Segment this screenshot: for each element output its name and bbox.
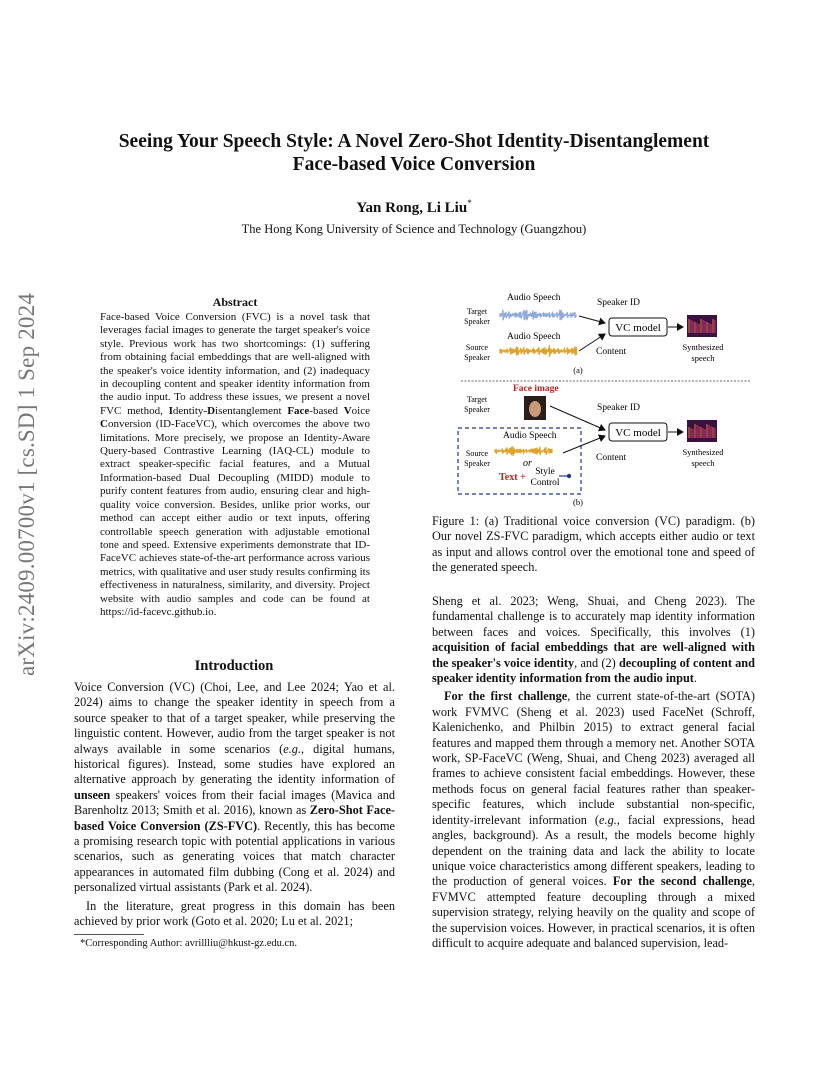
fig-a-audio-speech-2: Audio Speech — [507, 332, 561, 342]
fig-a-speaker-id: Speaker ID — [597, 298, 640, 308]
fig-b-or: or — [523, 458, 532, 469]
fig-b-target-2: Speaker — [464, 405, 490, 414]
fig-b-source-2: Speaker — [464, 459, 490, 468]
fig-a-target-1: Target — [466, 307, 488, 316]
fig-b-speaker-id: Speaker ID — [597, 403, 640, 413]
footnote-rule — [74, 934, 144, 935]
authors — [0, 198, 828, 217]
right-column-body — [432, 594, 755, 951]
fig-a-content: Content — [596, 347, 627, 357]
introduction-heading: Introduction — [194, 658, 274, 674]
right-paragraph-2: For the first challenge, the current state-of-the-art (SOTA) work FVMVC (Sheng et al. 2023) used FaceNet (Schroff, Kalenichenko, and Philbin 2015) to extract general facial features and mapped them through a memory net. Another SOTA work, SP-FaceVC (Weng, Shuai, and Cheng 2023) averaged all frames to achieve consistent facial embeddings. However, these methods focus on general facial features rather than speaker-specific features, which include substantial non-specific, identity-irrelevant information (e.g., facial expressions, head angles, background). As a result, the models become highly dependent on the training data and lack the ability to locate unique voice characteristics among different speakers, leading to the production of general voices. For the second challenge, FVMVC attempted feature decoupling through a mixed supervision strategy, relying heavily on the quality and scope of the supervision voices. However, in practical scenarios, it is often difficult to acquire adequate and balanced supervision, lead- — [432, 689, 755, 950]
affiliation: The Hong Kong University of Science and Technology (Guangzhou) — [241, 222, 587, 236]
fig-a-target-2: Speaker — [464, 317, 490, 326]
title-line-1: Seeing Your Speech Style: A Novel Zero-Shot Identity-Disentanglement — [118, 131, 710, 152]
target-waveform — [500, 310, 577, 321]
fig-a-synth-2: speech — [691, 353, 715, 363]
fig-b-audio-speech: Audio Speech — [503, 431, 557, 441]
fig-b-synth-2: speech — [691, 458, 715, 468]
title-line-2: Face-based Voice Conversion — [292, 154, 536, 175]
author-names: Yan Rong, Li Liu — [356, 200, 468, 216]
footnote: *Corresponding Author: avrillliu@hkust-gz.edu.cn. — [80, 938, 298, 949]
author-mark: * — [467, 198, 472, 208]
right-paragraph-1: Sheng et al. 2023; Weng, Shuai, and Cheng 2023). The fundamental challenge is to accurately map identity information between faces and voices. Specifically, this involves (1) acquisition of facial embeddings that are well-aligned with the speaker's voice identity, and (2) decoupling of content and speaker identity information from the audio input. — [432, 594, 755, 686]
fig-a-vc-model: VC model — [615, 322, 661, 334]
fig-b-text-plus: Text + — [499, 472, 526, 483]
fig-b-source-1: Source — [465, 449, 489, 458]
fig-a-source-1: Source — [465, 343, 489, 352]
face-photo-skin — [529, 401, 541, 417]
fig-a-synth-1: Synthesized — [682, 342, 724, 352]
fig-b-synth-1: Synthesized — [682, 447, 724, 457]
arxiv-stamp: arXiv:2409.00700v1 [cs.SD] 1 Sep 2024 — [14, 292, 39, 676]
abstract-heading: Abstract — [212, 295, 258, 309]
figure-1-caption: Figure 1: (a) Traditional voice conversion (VC) paradigm. (b) Our novel ZS-FVC paradigm, which accepts either audio or text as input and allows control over the emotional tone and speed of the generated speech. — [432, 514, 755, 575]
fig-label-b: (b) — [573, 497, 583, 507]
fig-b-content: Content — [596, 453, 627, 463]
source-waveform-b — [495, 446, 552, 455]
figure-1 — [455, 288, 755, 510]
intro-paragraph-1: Voice Conversion (VC) (Choi, Lee, and Lee 2024; Yao et al. 2024) aims to change the speaker identity in speech from a source speaker to that of a target speaker, while preserving the linguistic content. However, audio from the target speaker is not always available in some scenarios (e.g., digital humans, historical figures). Instead, some studies have explored an alternative approach by generating the identity information of unseen speakers' voices from their facial images (Mavica and Barenholtz 2013; Smith et al. 2016), known as Zero-Shot Face-based Voice Conversion (ZS-FVC). Recently, this has become a promising research topic with potential applications in various scenarios, such as generating voices that match character appearances in automated film dubbing (Cong et al. 2024) and personalized virtual assistants (Park et al. 2024). — [74, 680, 395, 895]
fig-b-vc-model: VC model — [615, 427, 661, 439]
fig-label-a: (a) — [573, 365, 583, 375]
fig-b-control: Control — [530, 478, 560, 488]
introduction-body — [74, 680, 395, 930]
fig-a-audio-speech: Audio Speech — [507, 293, 561, 303]
fig-b-face-image: Face image — [513, 384, 559, 394]
source-waveform — [500, 345, 577, 357]
abstract-text: Face-based Voice Conversion (FVC) is a novel task that leverages facial images to generate the target speaker's voice style. Previous work has two shortcomings: (1) suffering from obtaining facial embeddings that are well-aligned with the speaker's voice identity information, and (2) inadequacy in decoupling content and speaker identity information from the audio input. To address these issues, we present a novel FVC method, Identity-Disentanglement Face-based Voice Conversion (ID-FaceVC), which overcomes the above two limitations. More precisely, we propose an Identity-Aware Query-based Contrastive Learning (IAQ-CL) module to extract speaker-specific facial features, and a Mutual Information-based Dual Decoupling (MIDD) module to purify content features from audio, ensuring clear and high-quality voice conversion. Besides, unlike prior works, our method can accept either audio or text inputs, offering controllable speech generation with adjustable emotional tone and speed. Extensive experiments demonstrate that ID-FaceVC achieves state-of-the-art performance across various metrics, with qualitative and user study results confirming its effectiveness in naturalness, similarity, and diversity. Project website with audio samples and code can be found at https://id-facevc.github.io. — [100, 311, 370, 618]
paper-title — [0, 130, 828, 176]
fig-b-target-1: Target — [466, 395, 488, 404]
fig-b-style: Style — [535, 467, 555, 477]
intro-paragraph-2: In the literature, great progress in this domain has been achieved by prior work (Goto et al. 2020; Lu et al. 2021; — [74, 898, 395, 929]
fig-a-source-2: Speaker — [464, 353, 490, 362]
